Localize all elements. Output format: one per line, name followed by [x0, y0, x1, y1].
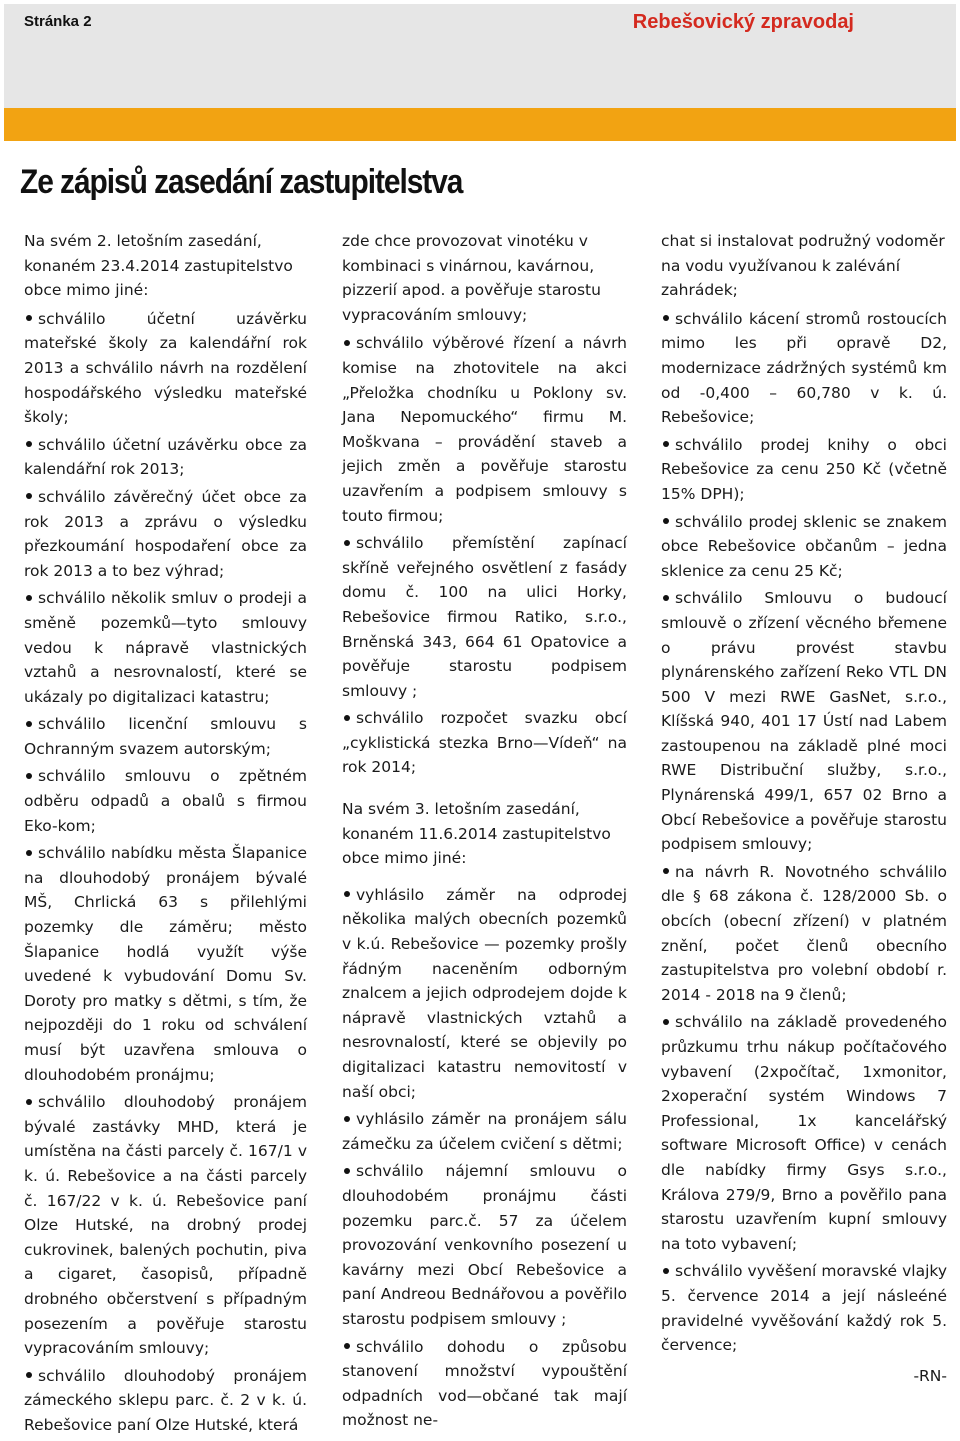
bullet-icon: [26, 595, 32, 601]
bullet-icon: [663, 518, 669, 524]
list-item: schválilo na základě provedeného průzkumu trhu nákup počítačového vybavení (2xpočítač, 1xmonitor, 2xoperační systém Windows 7 Professional, 1x kancelářský software Microsoft Office) v cenách dle nabídky firmy Gsys s.r.o., Králova 279/9, Brno a pověřilo pana starostu uzavřením kupní smlouvy na toto vybavení;: [661, 1013, 947, 1253]
bullet-icon: [663, 1268, 669, 1274]
page-header: [4, 4, 956, 108]
author-signature: -RN-: [913, 1366, 947, 1385]
list-item: schválilo účetní uzávěrku mateřské školy za kalendářní rok 2013 a schválilo návrh na rozdělení hospodářského výsledku mateřské školy;: [24, 309, 307, 427]
list-item: schválilo vyvěšení moravské vlajky 5. července 2014 a její násleéné pravidelné vyvěšování každý rok 5. července;: [661, 1262, 947, 1355]
list-item: schválilo licenční smlouvu s Ochranným svazem autorským;: [24, 715, 307, 758]
list-item: schválilo Smlouvu o budoucí smlouvě o zřízení věcného břemene o právu provést stavbu plynárenského zařízení Reko VTL DN 500 V mezi RWE GasNet, s.r.o., Klíšská 940, 401 17 Ústí nad Labem zastoupenou na základě plné moci RWE Distribuční služby, s.r.o., Plynárenská 499/1, 657 02 Brno a Obcí Rebešovice a pověřuje starostu podpisem smlouvy;: [661, 589, 947, 854]
list-item: schválilo dohodu o způsobu stanovení množství vypouštění odpadních vod—občané tak mají možnost ne-: [342, 1337, 627, 1430]
continued-text: zde chce provozovat vinotéku v kombinaci s vinárnou, kavárnou, pizzerií apod. a pověřuje starostu vypracováním smlouvy;: [342, 232, 601, 324]
bullet-icon: [663, 441, 669, 447]
session1-intro: Na svém 2. letošním zasedání, konaném 23.4.2014 zastupitelstvo obce mimo jiné:: [24, 232, 293, 300]
column-3: [661, 229, 947, 1388]
list-item: schválilo dlouhodobý pronájem zámeckého sklepu parc. č. 2 v k. ú. Rebešovice paní Olze Hutské, která: [24, 1366, 307, 1434]
list-item: schválilo rozpočet svazku obcí „cyklistická stezka Brno—Vídeň“ na rok 2014;: [342, 709, 627, 777]
list-item: schválilo prodej sklenic se znakem obce Rebešovice občanům – jedna sklenice za cenu 25 Kč;: [661, 512, 947, 580]
bullet-icon: [344, 891, 350, 897]
list-item: schválilo smlouvu o zpětném odběru odpadů a obalů s firmou Eko-kom;: [24, 767, 307, 835]
bullet-icon: [344, 540, 350, 546]
list-item: schválilo závěrečný účet obce za rok 2013 a zprávu o výsledku přezkoumání hospodaření obce za rok 2013 a to bez výhrad;: [24, 487, 307, 580]
bullet-icon: [344, 1343, 350, 1349]
list-item: schválilo nabídku města Šlapanice na dlouhodobý pronájem bývalé MŠ, Chrlická 63 s přilehlými pozemky dle záměru; město Šlapanice hodlá využít výše uvedené k vybudování Domu Sv. Doroty pro matky s dětmi, s tím, že nejpozději do 1 roku od schválení musí být uzavřena smlouva o dlouhodobém pronájmu;: [24, 844, 307, 1084]
newsletter-masthead: Rebešovický zpravodaj: [632, 11, 854, 33]
bullet-icon: [344, 340, 350, 346]
list-item: schválilo nájemní smlouvu o dlouhodobém pronájmu části pozemku parc.č. 57 za účelem provozování venkovního posezení u kavárny mezi Obcí Rebešovice a paní Andreou Bednářovou a pověřilo starostu podpisem smlouvy ;: [342, 1162, 627, 1328]
list-item: vyhlásilo záměr na pronájem sálu zámečku za účelem cvičení s dětmi;: [342, 1110, 627, 1153]
session1-list-col1: [24, 307, 307, 1438]
session2-intro: Na svém 3. letošním zasedání, konaném 11.6.2014 zastupitelstvo obce mimo jiné:: [342, 800, 611, 868]
list-item: schválilo dlouhodobý pronájem bývalé zastávky MHD, která je umístěna na části parcely č. 167/1 v k. ú. Rebešovice a na části parcely č. 167/22 v k. ú. Rebešovice paní Olze Hutské, na drobný prodej cukrovinek, balených pochutin, piva a cigaret, časopisů, případně drobného občerstvení s případným posezením a pověřuje starostu vypracováním smlouvy;: [24, 1093, 307, 1358]
session1-list-col2: [342, 331, 627, 780]
list-item: vyhlásilo záměr na odprodej několika malých obecních pozemků v k.ú. Rebešovice — pozemky prošly řádným naceněním odborným znalcem a jejich odprodejem dojde k nápravě vlastnických vztahů a nesrovnalostí, které se objevily po digitalizaci katastru nemovitostí v naší obci;: [342, 885, 627, 1101]
list-item: schválilo kácení stromů rostoucích mimo les při opravě D2, modernizace zádržných systémů km od -0,400 – 60,780 v k. ú. Rebešovice;: [661, 309, 947, 427]
bullet-icon: [26, 493, 32, 499]
bullet-icon: [26, 315, 32, 321]
bullet-icon: [26, 850, 32, 856]
bullet-icon: [344, 1116, 350, 1122]
bullet-icon: [26, 773, 32, 779]
list-item: schválilo účetní uzávěrku obce za kalendářní rok 2013;: [24, 435, 307, 479]
column-2: [342, 229, 627, 1436]
accent-bar: [4, 108, 956, 141]
bullet-icon: [663, 1019, 669, 1025]
page-number-label: Stránka 2: [24, 13, 92, 30]
list-item: schválilo přemístění zapínací skříně veřejného osvětlení z fasády domu č. 100 na ulici Horky, Rebešovice firmou Ratiko, s.r.o., Brněnská 343, 664 61 Opatovice a pověřuje starostu podpisem smlouvy ;: [342, 534, 627, 700]
bullet-icon: [344, 715, 350, 721]
list-item: schválilo prodej knihy o obci Rebešovice za cenu 250 Kč (včetně 15% DPH);: [661, 435, 947, 503]
bullet-icon: [26, 1099, 32, 1105]
column-1: [24, 229, 307, 1441]
list-item: na návrh R. Novotného schválilo dle § 68 zákona č. 128/2000 Sb. o obcích (obecní zřízení) v platném znění, počet členů obecního zastupitelstva pro volební období r. 2014 - 2018 na 9 členů;: [661, 862, 947, 1004]
bullet-icon: [663, 595, 669, 601]
bullet-icon: [26, 1372, 32, 1378]
continued-text: chat si instalovat podružný vodoměr na vodu využívanou k zalévání zahrádek;: [661, 232, 945, 300]
bullet-icon: [663, 868, 669, 874]
bullet-icon: [26, 441, 32, 447]
bullet-icon: [344, 1168, 350, 1174]
list-item: schválilo výběrové řízení a návrh komise na zhotovitele na akci „Přeložka chodníku u Poklony sv. Jana Nepomuckého“ firmu M. Moškvana – provádění staveb a jejich změn a pověřuje starostu uzavřením a podpisem smlouvy s touto firmou;: [342, 334, 627, 525]
session2-list-col2: [342, 883, 627, 1433]
bullet-icon: [26, 721, 32, 727]
list-item: schválilo několik smluv o prodeji a směně pozemků—tyto smlouvy vedou k nápravě vlastnických vztahů a nesrovnalostí, které se ukázaly po digitalizaci katastru;: [24, 589, 307, 706]
session2-list-col3: [661, 307, 947, 1358]
article-headline: Ze zápisů zasedání zastupitelstva: [20, 163, 463, 201]
bullet-icon: [663, 315, 669, 321]
